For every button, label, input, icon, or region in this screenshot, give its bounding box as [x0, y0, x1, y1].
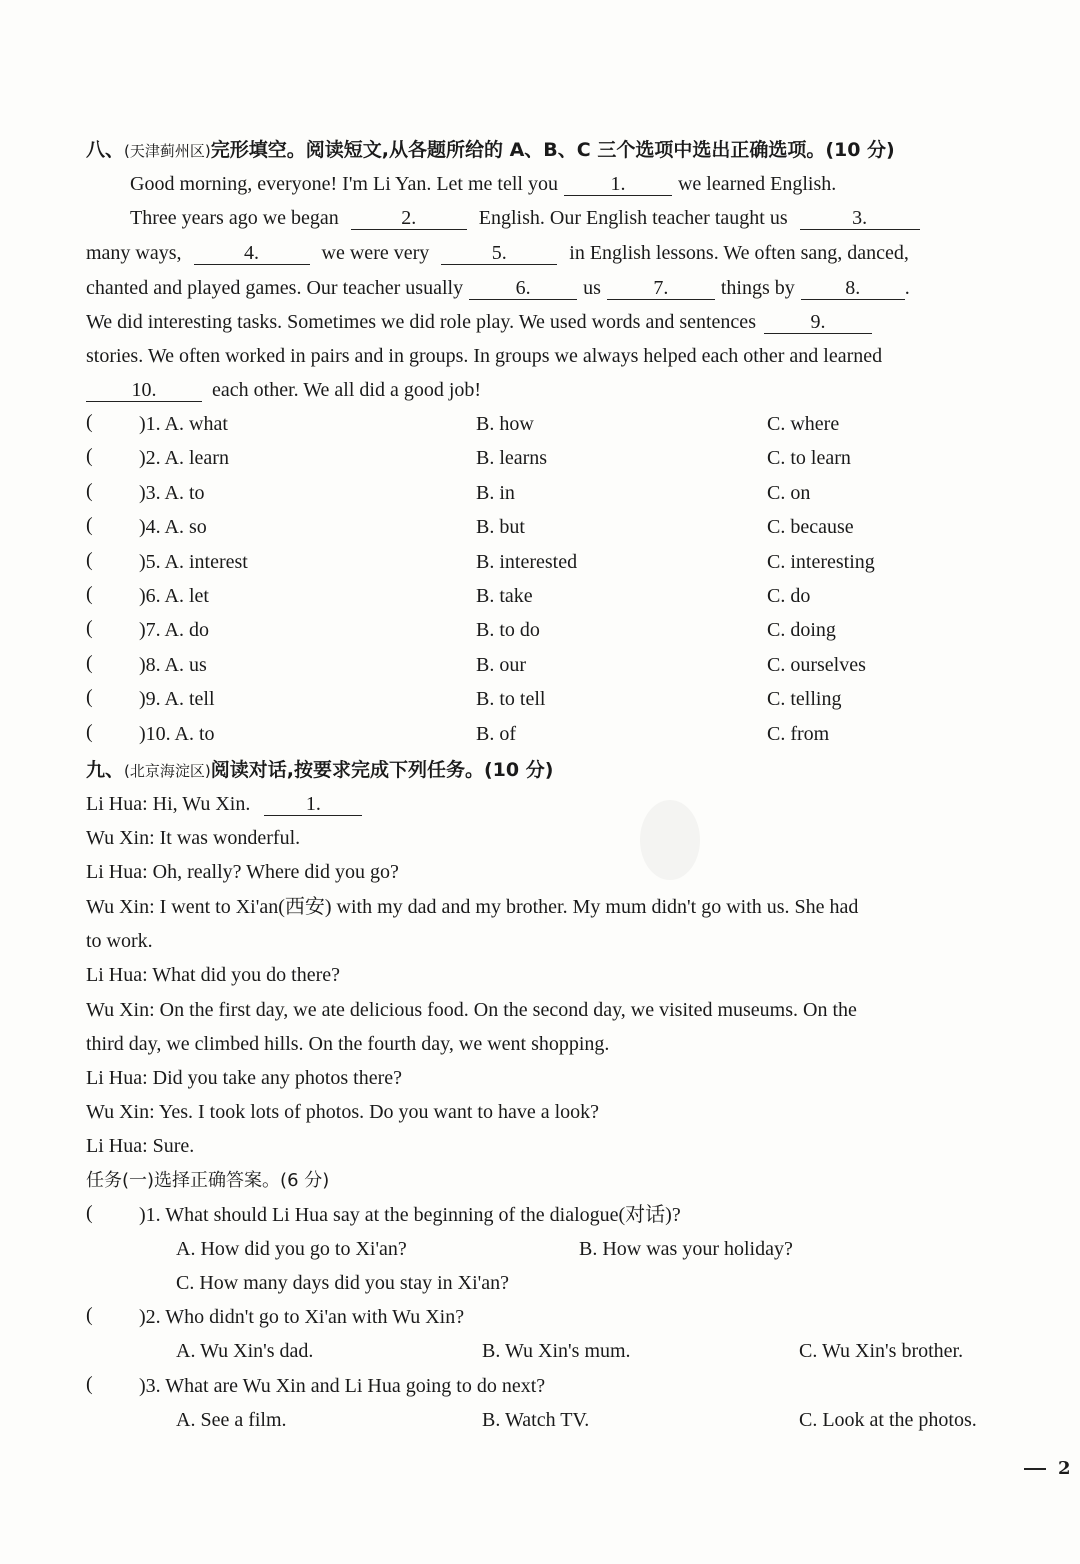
section-8-number: 八、	[86, 139, 125, 161]
section-9-instruction: 阅读对话,按要求完成下列任务。(10 分)	[210, 759, 554, 781]
task-q3-option-b[interactable]: B. Watch TV.	[482, 1409, 590, 1431]
task-q2-option-a[interactable]: A. Wu Xin's dad.	[176, 1340, 314, 1362]
task-question-2: )2. Who didn't go to Xi'an with Wu Xin?	[139, 1306, 465, 1328]
question-9-option-a[interactable]: )9. A. tell	[139, 688, 215, 710]
question-3-option-c[interactable]: C. on	[767, 482, 811, 504]
question-6-option-c[interactable]: C. do	[767, 585, 811, 607]
question-2-option-c[interactable]: C. to learn	[767, 447, 851, 469]
blank-1[interactable]: 1.	[564, 173, 672, 196]
passage-line-7: 10. each other. We all did a good job!	[86, 377, 481, 403]
blank-9[interactable]: 9.	[764, 311, 872, 334]
question-1-option-a[interactable]: )1. A. what	[139, 413, 228, 435]
dialogue-line-8: Wu Xin: Yes. I took lots of photos. Do you want to have a look?	[86, 1101, 600, 1123]
dialogue-line-6-cont: third day, we climbed hills. On the fourth day, we went shopping.	[86, 1033, 610, 1055]
section-8-source: (天津蓟州区)	[124, 142, 211, 160]
task-q3-option-c[interactable]: C. Look at the photos.	[799, 1409, 977, 1431]
section-8-heading	[86, 137, 895, 164]
dialogue-line-5: Li Hua: What did you do there?	[86, 964, 341, 986]
dialogue-line-7: Li Hua: Did you take any photos there?	[86, 1067, 403, 1089]
blank-8[interactable]: 8.	[801, 277, 905, 300]
blank-6[interactable]: 6.	[469, 277, 577, 300]
blank-2[interactable]: 2.	[351, 207, 467, 230]
task-q1-option-b[interactable]: B. How was your holiday?	[579, 1238, 793, 1260]
dialogue-line-2: Wu Xin: It was wonderful.	[86, 827, 301, 849]
page-number-dash	[1024, 1468, 1046, 1470]
answer-paren-t3[interactable]: (	[86, 1373, 93, 1395]
question-2-option-a[interactable]: )2. A. learn	[139, 447, 229, 469]
blank-5[interactable]: 5.	[441, 242, 557, 265]
question-1-option-c[interactable]: C. where	[767, 413, 840, 435]
answer-paren-10[interactable]: (	[86, 721, 93, 743]
passage-line-1: Good morning, everyone! I'm Li Yan. Let me tell you 1. we learned English.	[130, 173, 837, 195]
task-q2-option-c[interactable]: C. Wu Xin's brother.	[799, 1340, 964, 1362]
question-7-option-b[interactable]: B. to do	[476, 619, 540, 641]
question-3-option-a[interactable]: )3. A. to	[139, 482, 205, 504]
question-7-option-c[interactable]: C. doing	[767, 619, 836, 641]
answer-paren-5[interactable]: (	[86, 549, 93, 571]
answer-paren-8[interactable]: (	[86, 652, 93, 674]
task-1-heading: 任务(一)选择正确答案。(6 分)	[86, 1170, 330, 1191]
answer-paren-4[interactable]: (	[86, 514, 93, 536]
blank-7[interactable]: 7.	[607, 277, 715, 300]
question-5-option-b[interactable]: B. interested	[476, 551, 578, 573]
question-4-option-a[interactable]: )4. A. so	[139, 516, 207, 538]
question-6-option-a[interactable]: )6. A. let	[139, 585, 209, 607]
dialogue-blank-1[interactable]: 1.	[264, 793, 362, 816]
passage-line-4: chanted and played games. Our teacher usually 6. us 7. things by 8. .	[86, 277, 910, 299]
passage-line-2: Three years ago we began 2. English. Our English teacher taught us 3.	[130, 205, 920, 231]
task-q1-option-c[interactable]: C. How many days did you stay in Xi'an?	[176, 1272, 510, 1294]
question-5-option-c[interactable]: C. interesting	[767, 551, 875, 573]
answer-paren-7[interactable]: (	[86, 617, 93, 639]
question-10-option-b[interactable]: B. of	[476, 723, 516, 745]
question-9-option-c[interactable]: C. telling	[767, 688, 842, 710]
dialogue-line-9: Li Hua: Sure.	[86, 1135, 195, 1157]
question-6-option-b[interactable]: B. take	[476, 585, 533, 607]
dialogue-line-1: Li Hua: Hi, Wu Xin. 1.	[86, 791, 362, 817]
passage-line-3: many ways, 4. we were very 5. in English lessons. We often sang, danced,	[86, 242, 909, 264]
answer-paren-6[interactable]: (	[86, 583, 93, 605]
passage-line-5: We did interesting tasks. Sometimes we did role play. We used words and sentences 9.	[86, 309, 872, 335]
section-9-source: (北京海淀区)	[124, 762, 211, 780]
task-q2-option-b[interactable]: B. Wu Xin's mum.	[482, 1340, 631, 1362]
section-9-heading: 九、(北京海淀区)阅读对话,按要求完成下列任务。(10 分)	[86, 759, 554, 781]
answer-paren-t2[interactable]: (	[86, 1304, 93, 1326]
question-10-option-c[interactable]: C. from	[767, 723, 830, 745]
question-8-option-b[interactable]: B. our	[476, 654, 526, 676]
task-q1-option-a[interactable]: A. How did you go to Xi'an?	[176, 1238, 407, 1260]
question-4-option-c[interactable]: C. because	[767, 516, 854, 538]
task-q3-option-a[interactable]: A. See a film.	[176, 1409, 287, 1431]
question-10-option-a[interactable]: )10. A. to	[139, 723, 215, 745]
blank-4[interactable]: 4.	[194, 242, 310, 265]
dialogue-line-4: Wu Xin: I went to Xi'an(西安) with my dad and my brother. My mum didn't go with us. She had	[86, 896, 859, 918]
question-8-option-a[interactable]: )8. A. us	[139, 654, 207, 676]
dialogue-line-4-cont: to work.	[86, 930, 153, 952]
task-question-3: )3. What are Wu Xin and Li Hua going to do next?	[139, 1375, 546, 1397]
question-4-option-b[interactable]: B. but	[476, 516, 525, 538]
page-smudge	[640, 800, 700, 880]
answer-paren-2[interactable]: (	[86, 445, 93, 467]
question-9-option-b[interactable]: B. to tell	[476, 688, 546, 710]
blank-10[interactable]: 10.	[86, 379, 202, 402]
passage-line-6: stories. We often worked in pairs and in groups. In groups we always helped each other and learned	[86, 345, 883, 367]
answer-paren-3[interactable]: (	[86, 480, 93, 502]
dialogue-line-3: Li Hua: Oh, really? Where did you go?	[86, 861, 399, 883]
question-2-option-b[interactable]: B. learns	[476, 447, 548, 469]
dialogue-line-6: Wu Xin: On the first day, we ate delicious food. On the second day, we visited museums. On the	[86, 999, 857, 1021]
section-8-instruction: 完形填空。阅读短文,从各题所给的 A、B、C 三个选项中选出正确选项。(10 分)	[210, 139, 895, 161]
question-5-option-a[interactable]: )5. A. interest	[139, 551, 248, 573]
question-7-option-a[interactable]: )7. A. do	[139, 619, 209, 641]
task-question-1: )1. What should Li Hua say at the beginning of the dialogue(对话)?	[139, 1204, 681, 1226]
blank-3[interactable]: 3.	[800, 207, 920, 230]
question-1-option-b[interactable]: B. how	[476, 413, 534, 435]
page-number: 2	[1024, 1458, 1071, 1479]
question-8-option-c[interactable]: C. ourselves	[767, 654, 866, 676]
answer-paren-1[interactable]: (	[86, 411, 93, 433]
answer-paren-t1[interactable]: (	[86, 1202, 93, 1224]
answer-paren-9[interactable]: (	[86, 686, 93, 708]
question-3-option-b[interactable]: B. in	[476, 482, 515, 504]
